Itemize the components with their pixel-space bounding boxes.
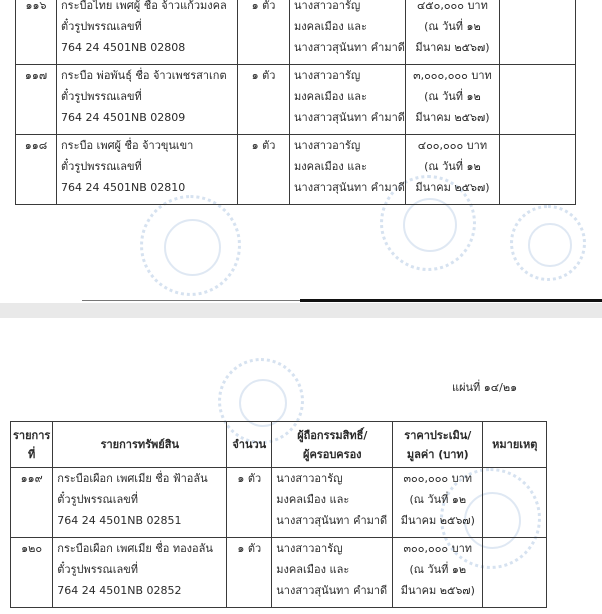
header-remarks: หมายเหตุ xyxy=(483,422,547,468)
header-owner: ผู้ถือกรรมสิทธิ์/ ผู้ครอบครอง xyxy=(272,422,393,468)
document-page-top xyxy=(0,0,602,303)
quantity-cell: ๑ ตัว xyxy=(227,468,272,538)
appraised-value-cell: ๓,๐๐๐,๐๐๐ บาท (ณ วันที่ ๑๒ มีนาคม ๒๕๖๗) xyxy=(405,65,499,135)
header-item-no: รายการ ที่ xyxy=(11,422,53,468)
remarks-cell xyxy=(499,65,575,135)
owner-cell: นางสาวอารัญ มงคลเมือง และ นางสาวสุนันทา คำมาดี xyxy=(290,135,406,205)
item-number-cell: ๑๑๙ xyxy=(11,468,53,538)
header-value: ราคาประเมิน/ มูลค่า (บาท) xyxy=(393,422,483,468)
page-bottom-rule xyxy=(300,299,602,302)
table-row xyxy=(16,0,576,65)
watermark-seal xyxy=(150,573,410,613)
appraised-value-cell: ๔๕๐,๐๐๐ บาท (ณ วันที่ ๑๒ มีนาคม ๒๕๖๗) xyxy=(405,0,499,65)
owner-cell: นางสาวอารัญ มงคลเมือง และ นางสาวสุนันทา คำมาดี xyxy=(272,538,393,608)
asset-table-continued xyxy=(15,0,576,205)
asset-description-cell: กระบือเผือก เพศเมีย ชื่อ ฟ้าอลัน ตั๋วรูปพรรณเลขที่ 764 24 4501NB 02851 xyxy=(53,468,227,538)
remarks-cell xyxy=(499,0,575,65)
quantity-cell: ๑ ตัว xyxy=(238,0,290,65)
owner-cell: นางสาวอารัญ มงคลเมือง และ นางสาวสุนันทา คำมาดี xyxy=(272,468,393,538)
page-bottom-rule xyxy=(82,300,302,301)
appraised-value-cell: ๓๐๐,๐๐๐ บาท (ณ วันที่ ๑๒ มีนาคม ๒๕๖๗) xyxy=(393,468,483,538)
quantity-cell: ๑ ตัว xyxy=(227,538,272,608)
page-gap xyxy=(0,303,602,318)
asset-description-cell: กระบือ พ่อพันธุ์ ชื่อ จ้าวเพชรสาเกต ตั๋วรูปพรรณเลขที่ 764 24 4501NB 02809 xyxy=(57,65,238,135)
quantity-cell: ๑ ตัว xyxy=(238,65,290,135)
table-row xyxy=(16,65,576,135)
remarks-cell xyxy=(483,468,547,538)
document-page-bottom xyxy=(0,318,602,614)
asset-description-cell: กระบือไทย เพศผู้ ชื่อ จ้าวแก้วมงคล ตั๋วรูปพรรณเลขที่ 764 24 4501NB 02808 xyxy=(57,0,238,65)
asset-description-cell: กระบือ เพศผู้ ชื่อ จ้าวขุนเขา ตั๋วรูปพรรณเลขที่ 764 24 4501NB 02810 xyxy=(57,135,238,205)
remarks-cell xyxy=(499,135,575,205)
header-asset-list: รายการทรัพย์สิน xyxy=(53,422,227,468)
watermark-seal xyxy=(510,205,586,281)
asset-description-cell: กระบือเผือก เพศเมีย ชื่อ ทองอลัน ตั๋วรูปพรรณเลขที่ 764 24 4501NB 02852 xyxy=(53,538,227,608)
owner-cell: นางสาวอารัญ มงคลเมือง และ นางสาวสุนันทา คำมาดี xyxy=(290,65,406,135)
item-number-cell: ๑๒๐ xyxy=(11,538,53,608)
item-number-cell: ๑๑๘ xyxy=(16,135,57,205)
remarks-cell xyxy=(483,538,547,608)
sheet-number: แผ่นที่ ๑๔/๒๑ xyxy=(452,381,518,394)
item-number-cell: ๑๑๗ xyxy=(16,65,57,135)
appraised-value-cell: ๓๐๐,๐๐๐ บาท (ณ วันที่ ๑๒ มีนาคม ๒๕๖๗) xyxy=(393,538,483,608)
table-row xyxy=(11,468,547,538)
appraised-value-cell: ๔๐๐,๐๐๐ บาท (ณ วันที่ ๑๒ มีนาคม ๒๕๖๗) xyxy=(405,135,499,205)
quantity-cell: ๑ ตัว xyxy=(238,135,290,205)
header-quantity: จำนวน xyxy=(227,422,272,468)
table-header-row xyxy=(11,422,547,468)
item-number-cell: ๑๑๖ xyxy=(16,0,57,65)
watermark-seal xyxy=(140,195,241,296)
table-row xyxy=(16,135,576,205)
owner-cell: นางสาวอารัญ มงคลเมือง และ นางสาวสุนันทา คำมาดี xyxy=(290,0,406,65)
